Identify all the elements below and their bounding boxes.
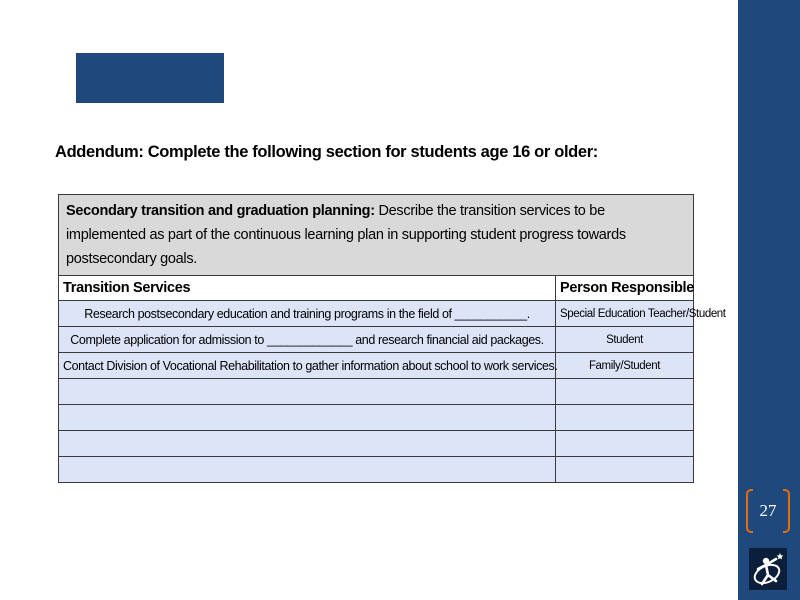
service-cell[interactable]: Complete application for admission to _____________ and research financial aid packages. [59,327,556,353]
service-cell[interactable] [59,457,556,483]
table-intro-row [59,195,694,276]
table-row[interactable] [59,431,694,457]
header-transition-services: Transition Services [59,276,556,301]
addendum-heading: Addendum: Complete the following section for students age 16 or older: [55,143,598,161]
service-cell[interactable] [59,379,556,405]
page-number-badge [746,489,790,533]
person-cell[interactable]: Student [556,327,694,353]
service-cell[interactable]: Research postsecondary education and training programs in the field of ___________. [59,301,556,327]
person-cell[interactable] [556,431,694,457]
school-logo-icon [749,548,787,590]
page-number: 27 [759,501,777,520]
table-header-row [59,276,694,301]
person-cell[interactable] [556,457,694,483]
service-cell[interactable] [59,405,556,431]
service-cell[interactable] [59,431,556,457]
right-bracket-icon [783,489,790,533]
person-cell[interactable]: Special Education Teacher/Student [556,301,694,327]
person-cell[interactable] [556,379,694,405]
table-row[interactable] [59,457,694,483]
person-cell[interactable] [556,405,694,431]
table-row[interactable] [59,327,694,353]
table-row[interactable] [59,405,694,431]
left-bracket-icon [746,489,753,533]
table-row[interactable] [59,301,694,327]
transition-services-table [58,194,726,483]
header-person-responsible: Person Responsible [556,276,694,301]
title-placeholder-box [76,53,224,103]
table-row[interactable] [59,379,694,405]
intro-bold-label: Secondary transition and graduation planning: [66,203,375,219]
service-cell[interactable]: Contact Division of Vocational Rehabilitation to gather information about school to work services. [59,353,556,379]
table-row[interactable] [59,353,694,379]
table-intro [59,195,694,276]
intro-text: Describe the transition services to be implemented as part of the continuous learning plan in supporting student progress towards postsecondary goals. [66,203,626,267]
person-cell[interactable]: Family/Student [556,353,694,379]
